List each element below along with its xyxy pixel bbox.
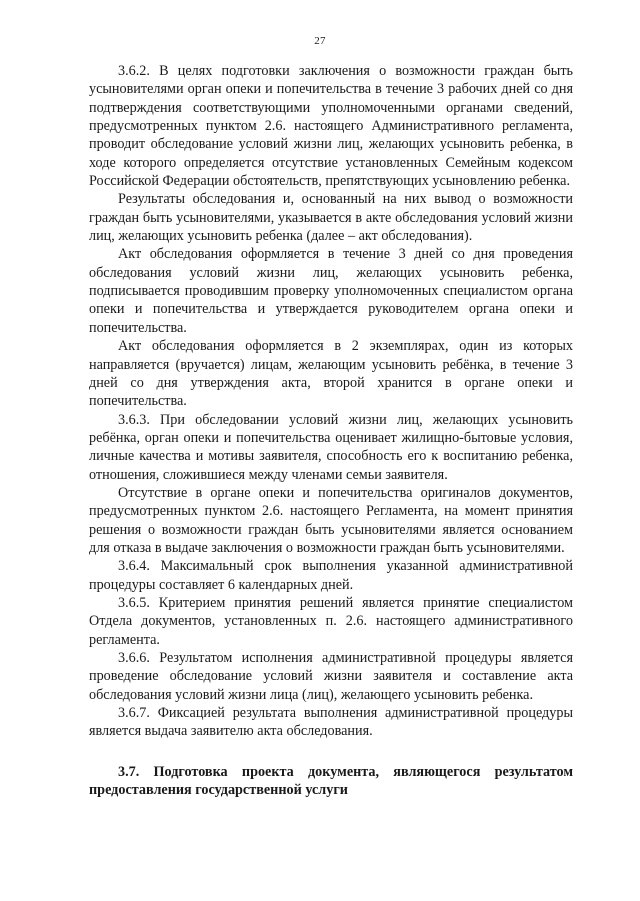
paragraph-act-copies: Акт обследования оформляется в 2 экземплярах, один из которых направляется (вручается) лицам, желающим усыновить ребёнка, в течение 3 дней со дня утверждения акта, второй хранится в органе опеки и попечительства. [89, 338, 573, 410]
paragraph-3-6-3: 3.6.3. При обследовании условий жизни лиц, желающих усыновить ребёнка, орган опеки и попечительства оценивает жилищно-бытовые условия, личные качества и мотивы заявителя, способность его к воспитанию ребенка, отношения, сложившиеся между членами семьи заявителя. [89, 411, 573, 483]
paragraph-3-6-7: 3.6.7. Фиксацией результата выполнения административной процедуры является выдача заявителю акта обследования. [89, 705, 573, 740]
paragraph-act-preparation: Акт обследования оформляется в течение 3 дней со дня проведения обследования условий жизни лиц, желающих усыновить ребенка, подписывается проводившим проверку уполномоченных специалистом органа опеки и попечительства и утверждается руководителем органа опеки и попечительства. [89, 246, 573, 336]
paragraph-missing-originals: Отсутствие в органе опеки и попечительства оригиналов документов, предусмотренных пунктом 2.6. настоящего Регламента, на момент принятия решения о возможности граждан быть усыновителями является основанием для отказа в выдаче заключения о возможности граждан быть усыновителями. [89, 484, 573, 556]
paragraph-3-6-6: 3.6.6. Результатом исполнения административной процедуры является проведение обследование условий жизни заявителя и составление акта обследования условий жизни лица (лиц), желающего усыновить ребенка. [89, 650, 573, 703]
page-number: 27 [314, 35, 326, 47]
paragraph-3-6-4: 3.6.4. Максимальный срок выполнения указанной административной процедуры составляет 6 календарных дней. [89, 558, 573, 593]
paragraph-inspection-results: Результаты обследования и, основанный на них вывод о возможности граждан быть усыновителями, указывается в акте обследования условий жизни лиц, желающих усыновить ребенка (далее – акт обследования). [89, 191, 573, 245]
paragraph-3-6-2: 3.6.2. В целях подготовки заключения о возможности граждан быть усыновителями орган опеки и попечительства в течение 3 рабочих дней со дня подтверждения соответствующими уполномоченными органами сведений, предусмотренных пунктом 2.6. настоящего Административного регламента, проводит обследование условий жизни лиц, желающих усыновить ребенка, в ходе которого определяется отсутствие установленных Семейным кодексом Российской Федерации обстоятельств, препятствующих усыновлению ребенка. [89, 63, 573, 190]
section-heading-3-7: 3.7. Подготовка проекта документа, являющегося результатом предоставления государственной услуги [89, 763, 573, 799]
page-body [89, 62, 573, 799]
paragraph-3-6-5: 3.6.5. Критерием принятия решений является принятие специалистом Отдела документов, установленных п. 2.6. настоящего административного регламента. [89, 594, 573, 648]
